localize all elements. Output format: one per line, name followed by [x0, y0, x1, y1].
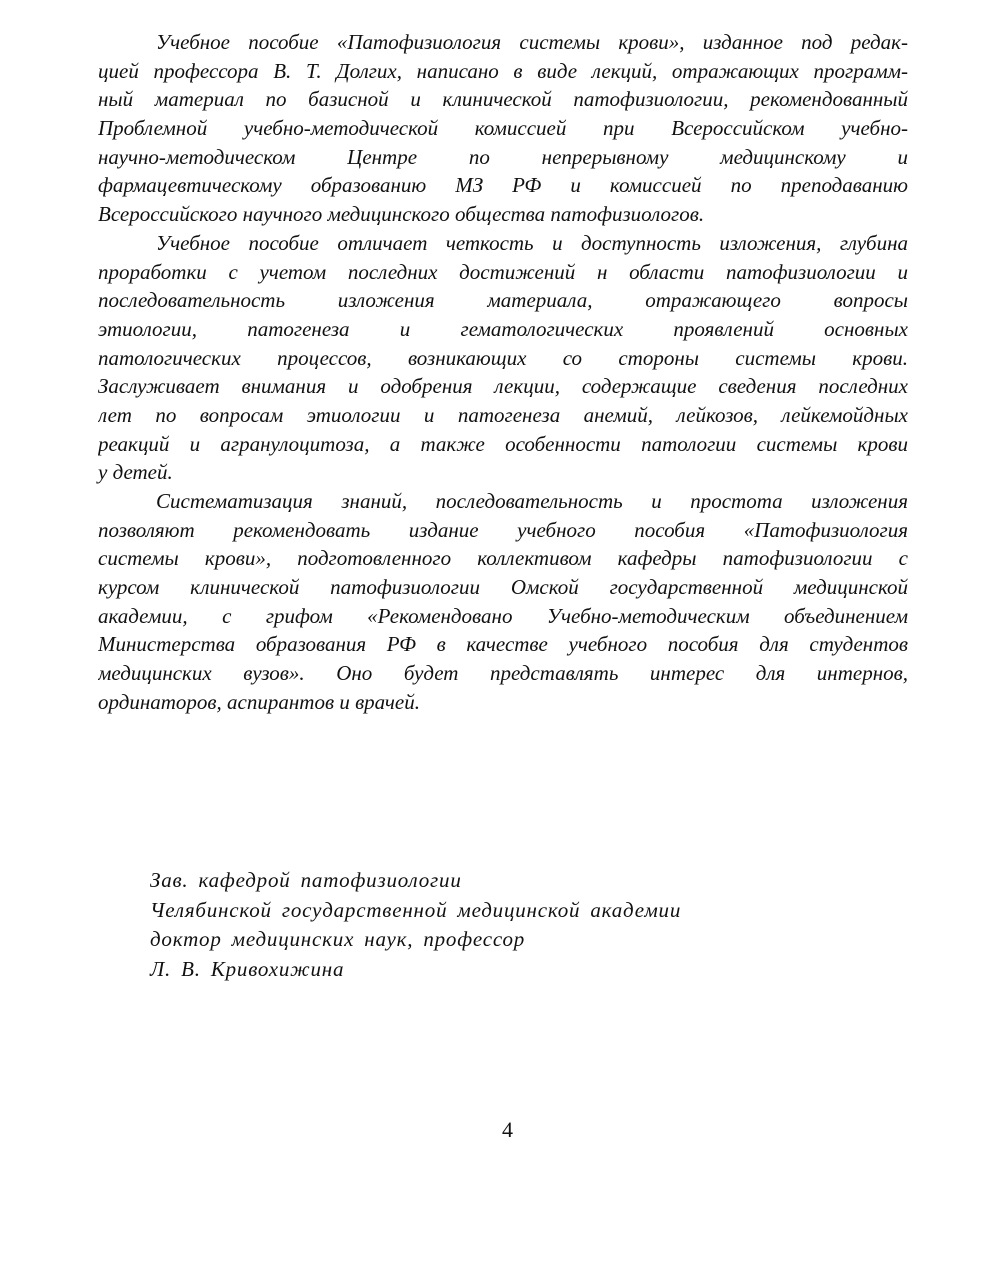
text-line: ный материал по базисной и клинической патофизиологии, рекомендованный [98, 87, 908, 112]
text-line: этиологии, патогенеза и гематологических проявлений основных [98, 316, 908, 341]
text-line: лет по вопросам этиологии и патогенеза анемий, лейкозов, лейкемойдных [98, 402, 908, 427]
text-line: у детей. [98, 460, 173, 485]
text-line: медицинских вузов». Оно будет представлять интерес для интернов, [98, 661, 908, 686]
text-line: системы крови», подготовленного коллективом кафедры патофизиологии с [98, 546, 908, 571]
text-line: последовательность изложения материала, отражающего вопросы [98, 288, 908, 313]
text-line: позволяют рекомендовать издание учебного пособия «Патофизиология [98, 517, 908, 542]
text-line: Всероссийского научного медицинского общества патофизиологов. [98, 202, 705, 227]
text-line: ординаторов, аспирантов и врачей. [98, 689, 420, 714]
text-line: Систематизация знаний, последовательность и простота изложения [156, 489, 908, 513]
text-line: Учебное пособие «Патофизиология системы крови», изданное под редак- [156, 30, 908, 54]
text-line: проработки с учетом последних достижений н области патофизиологии и [98, 259, 908, 284]
signature-degree: доктор медицинских наук, профессор [150, 927, 526, 951]
text-line: Учебное пособие отличает четкость и доступность изложения, глубина [156, 230, 908, 255]
text-line: Заслуживает внимания и одобрения лекции, содержащие сведения последних [98, 374, 908, 399]
text-line: академии, с грифом «Рекомендовано Учебно-методическим объединением [98, 603, 908, 628]
signature-name: Л. В. Кривохижина [150, 956, 345, 981]
text-line: реакций и агранулоцитоза, а также особенности патологии системы крови [98, 431, 908, 456]
document-body [98, 28, 908, 717]
signature-block [150, 866, 850, 984]
text-line: научно-методическом Центре по непрерывному медицинскому и [98, 144, 908, 169]
paragraph-3 [98, 487, 908, 717]
signature-institution: Челябинской государственной медицинской академии [150, 897, 682, 922]
text-line: патологических процессов, возникающих со стороны системы крови. [98, 345, 908, 370]
signature-position: Зав. кафедрой патофизиологии [150, 868, 462, 892]
text-line: курсом клинической патофизиологии Омской государственной медицинской [98, 575, 908, 600]
paragraph-2 [98, 229, 908, 487]
text-line: Проблемной учебно-методической комиссией при Всероссийском учебно- [98, 116, 908, 141]
text-line: Министерства образования РФ в качестве учебного пособия для студентов [98, 632, 908, 657]
paragraph-1 [98, 28, 908, 229]
text-line: фармацевтическому образованию МЗ РФ и комиссией по преподаванию [98, 173, 908, 198]
page-number: 4 [502, 1117, 513, 1142]
text-line: цией профессора В. Т. Долгих, написано в виде лекций, отражающих программ- [98, 58, 908, 83]
